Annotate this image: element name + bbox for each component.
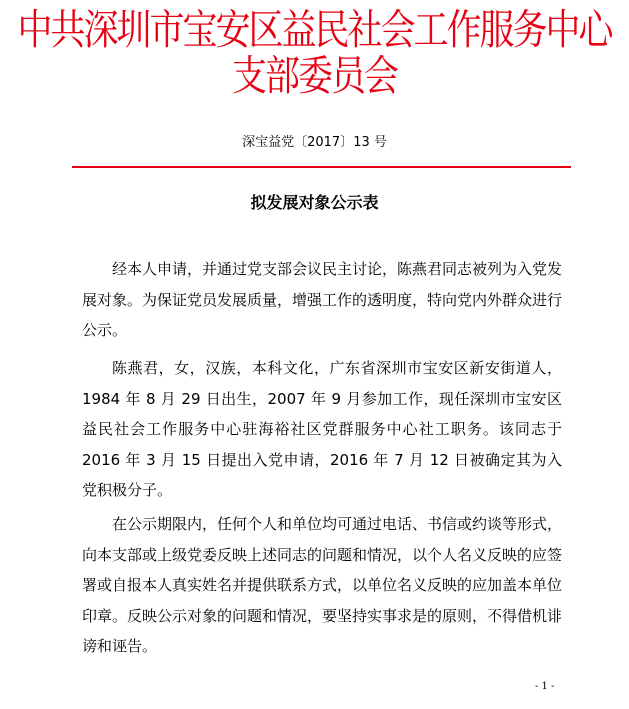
- red-divider-line: [72, 166, 571, 168]
- header-title-line2: 支部委员会: [231, 53, 397, 101]
- paragraph-application: 经本人申请，并通过党支部会议民主讨论，陈燕君同志被列为入党发展对象。为保证党员发展质量，增强工作的透明度，特向党内外群众进行公示。: [82, 260, 563, 340]
- paragraph-candidate-profile: 陈燕君，女，汉族，本科文化，广东省深圳市宝安区新安街道人，1984 年 8 月 29 日出生，2007 年 9 月参加工作，现任深圳市宝安区益民社会工作服务中心驻海裕社区党群服务中心社工职务。该同志于 2016 年 3 月 15 日提出入党申请，2016 年 7 月 12 日被确定其为入党积极分子。: [82, 359, 562, 500]
- page-number: - 1 -: [535, 681, 555, 692]
- header-title-line1: 中共深圳市宝安区益民社会工作服务中心: [17, 7, 612, 55]
- paragraph-feedback-instructions: 在公示期限内，任何个人和单位均可通过电话、书信或约谈等形式，向本支部或上级党委反映上述同志的问题和情况，以个人名义反映的应签署或自报本人真实姓名并提供联系方式，以单位名义反映的应加盖本单位印章。反映公示对象的问题和情况，要坚持实事求是的原则，不得借机诽谤和诬告。: [82, 515, 563, 656]
- document-number: 深宝益党〔2017〕13 号: [242, 135, 387, 150]
- document-title: 拟发展对象公示表: [250, 193, 379, 212]
